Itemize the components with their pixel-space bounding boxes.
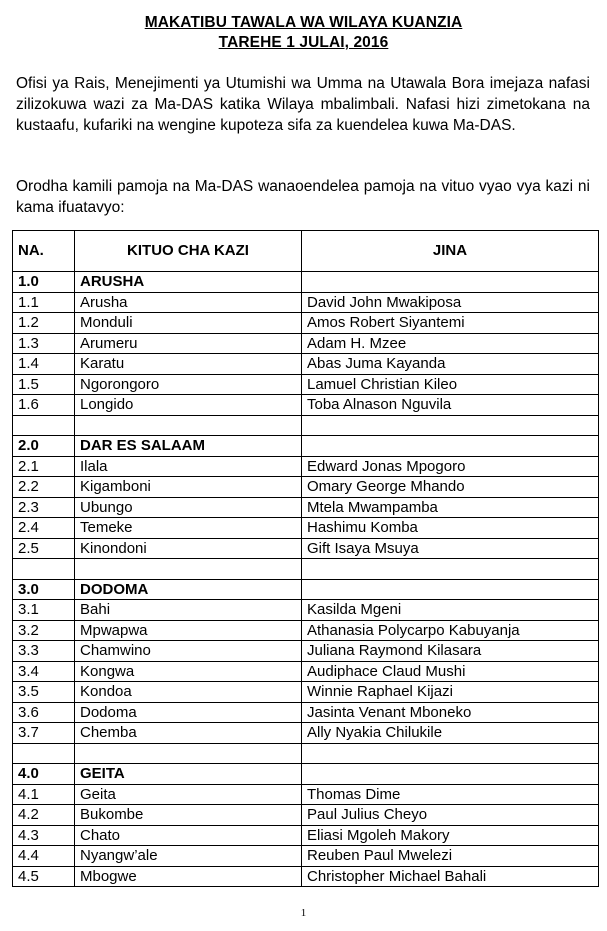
region-empty xyxy=(302,764,599,785)
district-number: 2.2 xyxy=(13,477,75,498)
spacer-cell xyxy=(75,415,302,436)
officer-name: Toba Alnason Nguvila xyxy=(302,395,599,416)
header-station: KITUO CHA KAZI xyxy=(75,231,302,272)
region-empty xyxy=(302,436,599,457)
spacer-cell xyxy=(13,743,75,764)
district-number: 4.4 xyxy=(13,846,75,867)
table-row xyxy=(13,702,599,723)
officer-name: Kasilda Mgeni xyxy=(302,600,599,621)
district-number: 3.3 xyxy=(13,641,75,662)
region-name: DAR ES SALAAM xyxy=(75,436,302,457)
district-station: Mbogwe xyxy=(75,866,302,887)
district-secretaries-table xyxy=(12,230,599,887)
table-row xyxy=(13,374,599,395)
region-number: 3.0 xyxy=(13,579,75,600)
district-number: 3.4 xyxy=(13,661,75,682)
table-row xyxy=(13,723,599,744)
spacer-cell xyxy=(13,559,75,580)
table-row xyxy=(13,395,599,416)
district-number: 3.6 xyxy=(13,702,75,723)
region-number: 1.0 xyxy=(13,272,75,293)
district-number: 1.1 xyxy=(13,292,75,313)
district-number: 4.5 xyxy=(13,866,75,887)
region-row xyxy=(13,436,599,457)
officer-name: Audiphace Claud Mushi xyxy=(302,661,599,682)
officer-name: Edward Jonas Mpogoro xyxy=(302,456,599,477)
spacer-row xyxy=(13,415,599,436)
officer-name: Reuben Paul Mwelezi xyxy=(302,846,599,867)
district-station: Kondoa xyxy=(75,682,302,703)
district-number: 2.4 xyxy=(13,518,75,539)
district-number: 2.1 xyxy=(13,456,75,477)
district-station: Chato xyxy=(75,825,302,846)
region-empty xyxy=(302,579,599,600)
district-station: Monduli xyxy=(75,313,302,334)
district-station: Kigamboni xyxy=(75,477,302,498)
district-number: 3.2 xyxy=(13,620,75,641)
district-station: Kinondoni xyxy=(75,538,302,559)
district-station: Bukombe xyxy=(75,805,302,826)
district-number: 4.3 xyxy=(13,825,75,846)
officer-name: Jasinta Venant Mboneko xyxy=(302,702,599,723)
list-intro-paragraph: Orodha kamili pamoja na Ma-DAS wanaoendelea pamoja na vituo vyao vya kazi ni kama ifuatavyo: xyxy=(16,178,590,216)
table-header-row xyxy=(13,231,599,272)
district-station: Chamwino xyxy=(75,641,302,662)
officer-name: Adam H. Mzee xyxy=(302,333,599,354)
table-row xyxy=(13,477,599,498)
district-station: Geita xyxy=(75,784,302,805)
officer-name: Hashimu Komba xyxy=(302,518,599,539)
officer-name: Gift Isaya Msuya xyxy=(302,538,599,559)
officer-name: Lamuel Christian Kileo xyxy=(302,374,599,395)
district-number: 1.6 xyxy=(13,395,75,416)
table-row xyxy=(13,313,599,334)
table-row xyxy=(13,846,599,867)
spacer-cell xyxy=(13,415,75,436)
officer-name: Athanasia Polycarpo Kabuyanja xyxy=(302,620,599,641)
table-row xyxy=(13,784,599,805)
intro-paragraph: Ofisi ya Rais, Menejimenti ya Utumishi wa Umma na Utawala Bora imejaza nafasi zilizokuwa wazi za Ma-DAS katika Wilaya mbalimbali. Nafasi hizi zimetokana na kustaafu, kufariki na wengine kupoteza sifa za kuendelea kuwa Ma-DAS. xyxy=(16,75,590,134)
table-row xyxy=(13,354,599,375)
district-station: Chemba xyxy=(75,723,302,744)
document-title-line1: MAKATIBU TAWALA WA WILAYA KUANZIA xyxy=(144,14,463,31)
officer-name: Amos Robert Siyantemi xyxy=(302,313,599,334)
region-name: DODOMA xyxy=(75,579,302,600)
table-row xyxy=(13,866,599,887)
region-number: 2.0 xyxy=(13,436,75,457)
district-number: 2.5 xyxy=(13,538,75,559)
spacer-cell xyxy=(302,415,599,436)
district-number: 1.3 xyxy=(13,333,75,354)
spacer-cell xyxy=(75,559,302,580)
district-number: 4.2 xyxy=(13,805,75,826)
table-row xyxy=(13,497,599,518)
table-row xyxy=(13,682,599,703)
officer-name: Thomas Dime xyxy=(302,784,599,805)
district-station: Ubungo xyxy=(75,497,302,518)
table-row xyxy=(13,641,599,662)
district-number: 1.4 xyxy=(13,354,75,375)
district-station: Longido xyxy=(75,395,302,416)
document-title-line2: TAREHE 1 JULAI, 2016 xyxy=(218,34,389,51)
district-station: Karatu xyxy=(75,354,302,375)
district-number: 1.2 xyxy=(13,313,75,334)
officer-name: Abas Juma Kayanda xyxy=(302,354,599,375)
district-number: 2.3 xyxy=(13,497,75,518)
officer-name: Eliasi Mgoleh Makory xyxy=(302,825,599,846)
district-station: Ilala xyxy=(75,456,302,477)
spacer-cell xyxy=(302,743,599,764)
district-station: Temeke xyxy=(75,518,302,539)
table-row xyxy=(13,620,599,641)
district-number: 3.5 xyxy=(13,682,75,703)
region-empty xyxy=(302,272,599,293)
officer-name: Mtela Mwampamba xyxy=(302,497,599,518)
spacer-row xyxy=(13,559,599,580)
officer-name: David John Mwakiposa xyxy=(302,292,599,313)
region-row xyxy=(13,764,599,785)
table-body xyxy=(13,272,599,887)
region-name: ARUSHA xyxy=(75,272,302,293)
district-number: 1.5 xyxy=(13,374,75,395)
header-number: NA. xyxy=(13,231,75,272)
officer-name: Winnie Raphael Kijazi xyxy=(302,682,599,703)
officer-name: Paul Julius Cheyo xyxy=(302,805,599,826)
district-station: Kongwa xyxy=(75,661,302,682)
table-row xyxy=(13,292,599,313)
district-station: Arumeru xyxy=(75,333,302,354)
region-row xyxy=(13,579,599,600)
table-row xyxy=(13,661,599,682)
region-number: 4.0 xyxy=(13,764,75,785)
page-number: 1 xyxy=(300,907,307,919)
table-row xyxy=(13,538,599,559)
officer-name: Christopher Michael Bahali xyxy=(302,866,599,887)
district-station: Arusha xyxy=(75,292,302,313)
spacer-row xyxy=(13,743,599,764)
spacer-cell xyxy=(302,559,599,580)
district-station: Mpwapwa xyxy=(75,620,302,641)
officer-name: Juliana Raymond Kilasara xyxy=(302,641,599,662)
district-station: Ngorongoro xyxy=(75,374,302,395)
officer-name: Omary George Mhando xyxy=(302,477,599,498)
district-station: Bahi xyxy=(75,600,302,621)
district-number: 3.7 xyxy=(13,723,75,744)
officer-name: Ally Nyakia Chilukile xyxy=(302,723,599,744)
table-row xyxy=(13,456,599,477)
table-row xyxy=(13,600,599,621)
district-station: Dodoma xyxy=(75,702,302,723)
table-row xyxy=(13,333,599,354)
region-name: GEITA xyxy=(75,764,302,785)
district-number: 4.1 xyxy=(13,784,75,805)
header-name: JINA xyxy=(302,231,599,272)
spacer-cell xyxy=(75,743,302,764)
district-station: Nyangw’ale xyxy=(75,846,302,867)
table-row xyxy=(13,518,599,539)
table-row xyxy=(13,805,599,826)
district-number: 3.1 xyxy=(13,600,75,621)
region-row xyxy=(13,272,599,293)
table-row xyxy=(13,825,599,846)
